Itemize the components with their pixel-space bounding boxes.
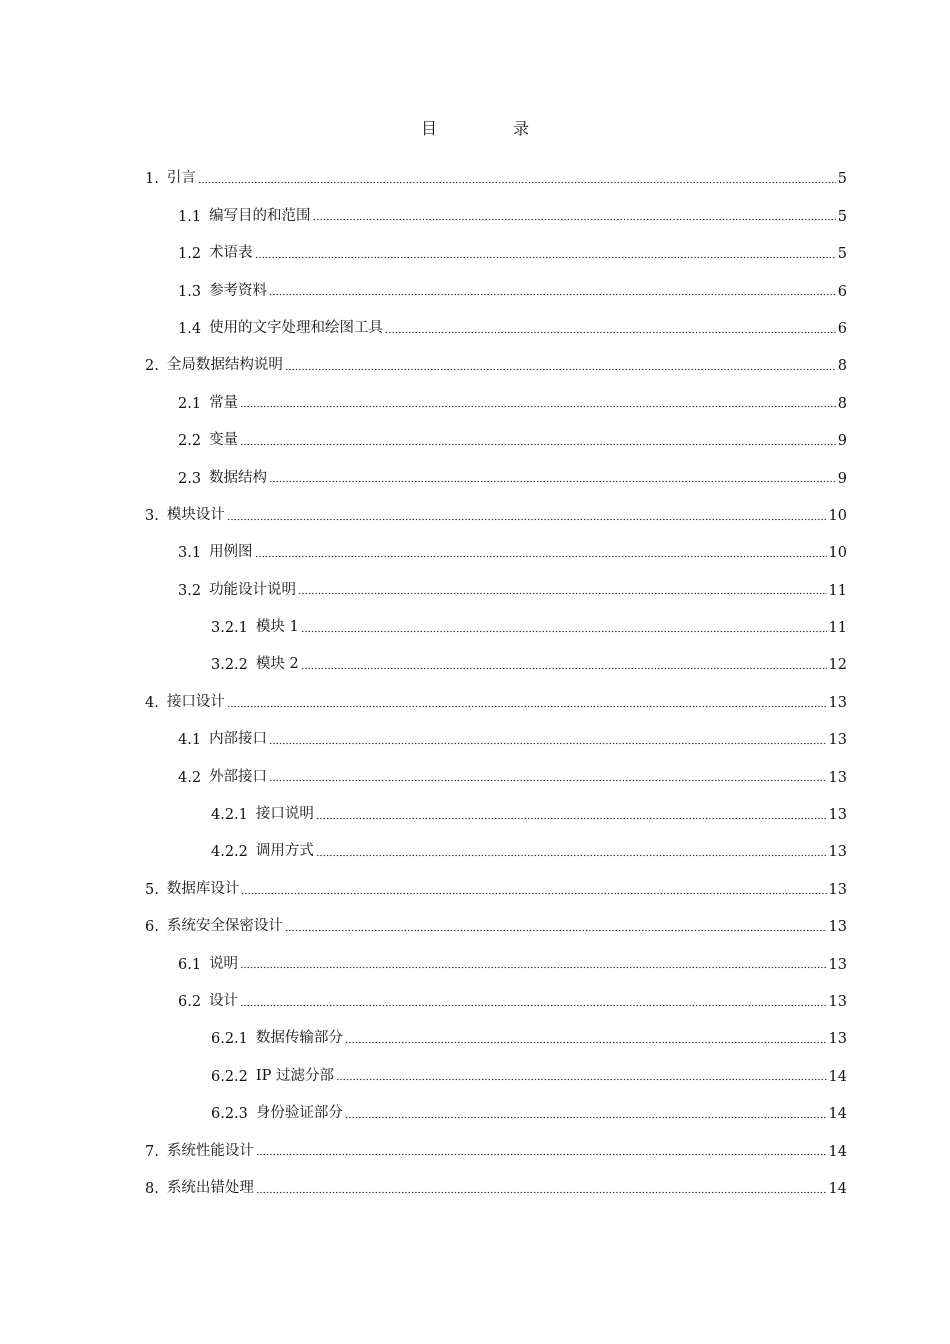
dot-leader <box>298 581 826 596</box>
toc-entry-page-number: 13 <box>828 919 847 936</box>
toc-entry[interactable] <box>145 262 847 299</box>
toc-entry-label: 内部接口 <box>209 731 268 748</box>
dot-leader <box>345 1030 827 1045</box>
toc-entry-number: 4. <box>145 694 159 711</box>
toc-entry[interactable] <box>145 374 847 411</box>
toc-entry[interactable] <box>145 524 847 561</box>
toc-entry-number: 1. <box>145 171 159 188</box>
toc-entry-number: 3. <box>145 507 159 524</box>
toc-entry-label: 数据结构 <box>209 469 268 486</box>
dot-leader <box>285 918 827 933</box>
toc-entry-number: 8. <box>145 1180 159 1197</box>
dot-leader <box>240 955 826 970</box>
dot-leader <box>256 1142 827 1157</box>
toc-entry-label: 用例图 <box>209 544 253 561</box>
toc-entry-page-number: 9 <box>837 470 847 487</box>
toc-entry-label: 使用的文字处理和绘图工具 <box>209 319 384 336</box>
dot-leader <box>240 992 826 1007</box>
toc-entry-label: 模块 1 <box>255 619 299 636</box>
toc-entry-label: 系统安全保密设计 <box>166 918 283 935</box>
dot-leader <box>316 806 827 821</box>
dot-leader <box>301 619 827 634</box>
toc-entry-page-number: 13 <box>828 769 847 786</box>
toc-entry-number: 6.2.2 <box>211 1068 248 1085</box>
toc-entry[interactable] <box>145 1010 847 1047</box>
toc-entry-label: 调用方式 <box>255 843 314 860</box>
dot-leader <box>336 1067 827 1082</box>
toc-entry-page-number: 6 <box>837 283 847 300</box>
toc-entry-number: 2.1 <box>178 395 202 412</box>
toc-entry[interactable] <box>145 898 847 935</box>
toc-entry-label: IP 过滤分部 <box>255 1067 334 1084</box>
toc-entry-label: 常量 <box>209 394 239 411</box>
toc-entry-page-number: 13 <box>828 807 847 824</box>
toc-entry[interactable] <box>145 412 847 449</box>
toc-entry-number: 1.1 <box>178 208 202 225</box>
toc-entry-page-number: 8 <box>837 358 847 375</box>
toc-entry-label: 身份验证部分 <box>255 1105 343 1122</box>
toc-entry-label: 设计 <box>209 992 239 1009</box>
toc-entry[interactable] <box>145 935 847 972</box>
dot-leader <box>240 432 836 447</box>
toc-entry[interactable] <box>145 711 847 748</box>
toc-entry-number: 6. <box>145 919 159 936</box>
toc-entry-number: 6.1 <box>178 956 202 973</box>
dot-leader <box>269 768 826 783</box>
toc-entry[interactable] <box>145 599 847 636</box>
toc-entry-page-number: 8 <box>837 395 847 412</box>
toc-entry[interactable] <box>145 636 847 673</box>
dot-leader <box>269 282 836 297</box>
toc-entry-label: 外部接口 <box>209 768 268 785</box>
toc-entry[interactable] <box>145 449 847 486</box>
toc-entry-number: 2. <box>145 358 159 375</box>
toc-entry-page-number: 11 <box>828 620 847 637</box>
dot-leader <box>227 693 827 708</box>
toc-entry-number: 2.3 <box>178 470 202 487</box>
toc-entry[interactable] <box>145 1085 847 1122</box>
toc-entry-label: 说明 <box>209 955 239 972</box>
toc-entry-number: 3.1 <box>178 545 202 562</box>
toc-entry-label: 系统出错处理 <box>166 1179 254 1196</box>
toc-entry-page-number: 13 <box>828 956 847 973</box>
toc-entry-label: 数据库设计 <box>166 880 240 897</box>
toc-entry-number: 1.3 <box>178 283 202 300</box>
toc-entry-number: 4.2.2 <box>211 844 248 861</box>
toc-entry-page-number: 12 <box>828 657 847 674</box>
dot-leader <box>385 319 836 334</box>
toc-entry[interactable] <box>145 860 847 897</box>
toc-entry-label: 功能设计说明 <box>209 581 297 598</box>
dot-leader <box>255 245 836 260</box>
toc-entry[interactable] <box>145 337 847 374</box>
toc-list <box>145 150 847 1197</box>
dot-leader <box>240 394 836 409</box>
toc-entry[interactable] <box>145 823 847 860</box>
toc-entry-page-number: 13 <box>828 881 847 898</box>
dot-leader <box>313 207 836 222</box>
dot-leader <box>301 656 827 671</box>
dot-leader <box>285 357 836 372</box>
dot-leader <box>227 506 827 521</box>
toc-entry-page-number: 6 <box>837 320 847 337</box>
toc-entry-page-number: 14 <box>828 1068 847 1085</box>
toc-entry[interactable] <box>145 673 847 710</box>
toc-entry[interactable] <box>145 300 847 337</box>
toc-entry-label: 接口说明 <box>255 806 314 823</box>
toc-entry-label: 术语表 <box>209 245 253 262</box>
toc-entry[interactable] <box>145 561 847 598</box>
toc-entry[interactable] <box>145 1122 847 1159</box>
toc-entry[interactable] <box>145 225 847 262</box>
dot-leader <box>255 544 827 559</box>
toc-entry-label: 编写目的和范围 <box>209 207 311 224</box>
toc-entry-number: 5. <box>145 881 159 898</box>
toc-entry-number: 6.2 <box>178 993 202 1010</box>
toc-entry[interactable] <box>145 150 847 187</box>
toc-entry[interactable] <box>145 1160 847 1197</box>
toc-entry-number: 3.2 <box>178 582 202 599</box>
toc-entry-page-number: 14 <box>828 1143 847 1160</box>
toc-entry-page-number: 5 <box>837 208 847 225</box>
dot-leader <box>345 1105 827 1120</box>
toc-entry-page-number: 5 <box>837 246 847 263</box>
toc-entry-page-number: 13 <box>828 732 847 749</box>
toc-entry-label: 系统性能设计 <box>166 1142 254 1159</box>
toc-entry[interactable] <box>145 786 847 823</box>
toc-entry-number: 3.2.2 <box>211 657 248 674</box>
toc-entry-page-number: 14 <box>828 1180 847 1197</box>
dot-leader <box>269 731 826 746</box>
toc-entry-label: 模块设计 <box>166 506 225 523</box>
toc-entry-page-number: 10 <box>828 507 847 524</box>
toc-entry-page-number: 14 <box>828 1106 847 1123</box>
toc-entry-label: 引言 <box>166 170 196 187</box>
toc-entry-label: 数据传输部分 <box>255 1030 343 1047</box>
toc-entry-number: 1.4 <box>178 320 202 337</box>
toc-entry-label: 变量 <box>209 432 239 449</box>
toc-entry-page-number: 10 <box>828 545 847 562</box>
toc-entry-label: 参考资料 <box>209 282 268 299</box>
toc-entry-number: 2.2 <box>178 433 202 450</box>
toc-entry-page-number: 5 <box>837 171 847 188</box>
toc-entry-page-number: 9 <box>837 433 847 450</box>
toc-entry-number: 3.2.1 <box>211 620 248 637</box>
toc-entry-label: 模块 2 <box>255 656 299 673</box>
dot-leader <box>198 170 836 185</box>
toc-entry-number: 4.2.1 <box>211 807 248 824</box>
toc-title: 目 录 <box>420 119 559 138</box>
toc-entry-number: 1.2 <box>178 246 202 263</box>
toc-entry-page-number: 13 <box>828 993 847 1010</box>
dot-leader <box>241 880 826 895</box>
toc-entry-page-number: 11 <box>828 582 847 599</box>
toc-entry[interactable] <box>145 487 847 524</box>
toc-entry-label: 接口设计 <box>166 693 225 710</box>
toc-entry-page-number: 13 <box>828 694 847 711</box>
dot-leader <box>269 469 836 484</box>
toc-entry-label: 全局数据结构说明 <box>166 357 283 374</box>
toc-entry-page-number: 13 <box>828 1031 847 1048</box>
toc-entry-number: 6.2.1 <box>211 1031 248 1048</box>
dot-leader <box>256 1179 827 1194</box>
toc-entry-number: 4.2 <box>178 769 202 786</box>
toc-entry[interactable] <box>145 748 847 785</box>
dot-leader <box>316 843 827 858</box>
toc-entry-number: 4.1 <box>178 732 202 749</box>
toc-entry[interactable] <box>145 973 847 1010</box>
toc-entry[interactable] <box>145 1047 847 1084</box>
toc-entry[interactable] <box>145 187 847 224</box>
toc-entry-number: 6.2.3 <box>211 1106 248 1123</box>
toc-entry-number: 7. <box>145 1143 159 1160</box>
toc-entry-page-number: 13 <box>828 844 847 861</box>
